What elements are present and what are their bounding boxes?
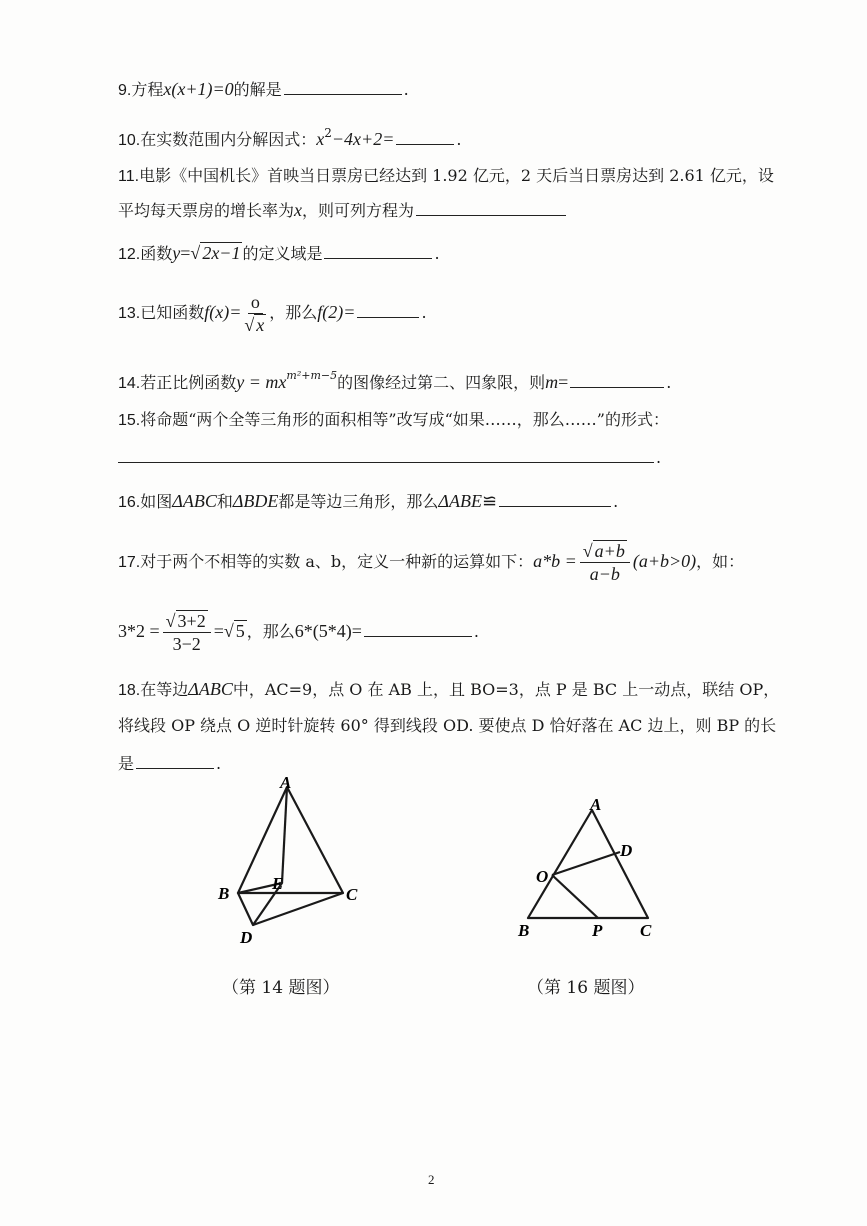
question-number: 16. — [118, 494, 141, 511]
segment-op — [552, 875, 598, 918]
numerator: a+b — [594, 541, 625, 561]
triangle-name: ΔBDE — [232, 491, 279, 511]
equals: = — [558, 372, 569, 392]
question-text: 已知函数 — [140, 303, 205, 322]
period: . — [473, 622, 479, 641]
period: . — [216, 754, 222, 773]
period: . — [613, 492, 619, 511]
segment-dc — [253, 893, 343, 925]
question-text: 将命题“两个全等三角形的面积相等”改写成“如果……，那么……”的形式： — [140, 410, 669, 429]
question-number: 18. — [118, 682, 141, 699]
fraction: $\frac{√ a+b}{a-b}$ — [580, 541, 630, 584]
label-p: P — [592, 921, 603, 940]
answer-blank[interactable] — [499, 490, 611, 507]
segment-od — [552, 852, 620, 875]
question-14 — [118, 366, 758, 394]
question-text: 在等边 — [140, 680, 189, 699]
question-text: ，那么 — [246, 622, 295, 641]
question-text: 函数 — [140, 244, 173, 263]
question-number: 14. — [118, 375, 141, 392]
answer-blank[interactable] — [136, 752, 214, 769]
numerator: o — [248, 292, 263, 314]
answer-blank[interactable] — [396, 128, 454, 145]
figure-16-caption: （第 16 题图） — [527, 978, 645, 998]
question-number: 12. — [118, 246, 141, 263]
expression: y = mx — [236, 372, 287, 392]
question-text: 在实数范围内分解因式： — [140, 130, 317, 149]
answer-blank[interactable] — [324, 242, 432, 259]
period: . — [666, 373, 672, 392]
question-10 — [118, 123, 758, 151]
question-17-example: 3*2 = $\frac{√ 3+2}{3-2}$ =√ 5 ，那么6*(5*4)= . — [118, 611, 479, 654]
question-11-line-2 — [118, 199, 758, 221]
question-number: 13. — [118, 305, 141, 322]
expression: = — [180, 243, 191, 263]
exponent: 2 — [324, 126, 332, 140]
answer-blank[interactable] — [364, 620, 472, 637]
question-text: ，那么 — [269, 303, 318, 322]
question-15-answer-line — [118, 446, 758, 468]
period: . — [403, 80, 409, 99]
question-12: 12.函数y=√ 2x−1 的定义域是 . — [118, 243, 440, 263]
triangle-name: ΔABC — [188, 679, 233, 699]
radicand: 2x−1 — [202, 243, 241, 263]
condition: (a+b>0) — [632, 551, 697, 571]
variable: m — [545, 372, 559, 392]
question-text: 是 — [118, 754, 135, 773]
question-text: 如图 — [140, 492, 173, 511]
period: . — [434, 244, 440, 263]
fraction: $\frac{√ 3+2}{3-2}$ — [163, 611, 211, 654]
expression: a*b = — [533, 551, 577, 571]
expression: −4x+2= — [331, 129, 395, 149]
denominator: 3−2 — [172, 634, 201, 654]
label-c: C — [640, 921, 652, 940]
question-18 — [118, 679, 780, 701]
triangle-name: ΔABC — [172, 491, 217, 511]
question-15 — [118, 410, 758, 431]
question-16 — [118, 490, 758, 513]
question-18-line-2 — [118, 716, 777, 736]
function-expression: f(x)= — [204, 302, 242, 322]
answer-blank[interactable] — [284, 78, 402, 95]
answer-blank[interactable] — [570, 371, 664, 388]
label-o: O — [536, 867, 549, 886]
triangle-abc — [528, 810, 648, 918]
equals: = — [213, 621, 224, 641]
period: . — [656, 448, 662, 467]
question-text: 电影《中国机长》首映当日票房已经达到 1.92 亿元，2 天后当日票房达到 2.61 亿元，设 — [139, 166, 774, 185]
question-text: 将线段 OP 绕点 O 逆时针旋转 60° 得到线段 OD. 要使点 D 恰好落在 AC 边上，则 BP 的长 — [118, 716, 777, 735]
congruent-symbol: ≌ — [481, 491, 498, 511]
expression: 6*(5*4)= — [294, 621, 362, 641]
question-number: 15. — [118, 412, 141, 429]
question-text: 的定义域是 — [242, 244, 323, 263]
triangle-abc — [238, 787, 343, 893]
figure-16-diagram — [508, 790, 668, 945]
figure-14-caption: （第 14 题图） — [222, 978, 340, 998]
question-text: 的解是 — [233, 80, 282, 99]
exponent: m²+m−5 — [286, 369, 338, 382]
question-13 — [118, 290, 758, 336]
answer-blank[interactable] — [416, 199, 566, 216]
label-b: B — [518, 921, 530, 940]
answer-blank[interactable] — [118, 446, 654, 463]
question-11 — [118, 166, 774, 187]
expression: x — [316, 129, 325, 149]
expression: y — [172, 243, 181, 263]
variable: x — [294, 200, 303, 220]
label-d: D — [620, 841, 633, 860]
question-number: 10. — [118, 132, 141, 149]
period: . — [456, 130, 462, 149]
question-text: 和 — [216, 492, 233, 511]
label-c: C — [346, 885, 358, 904]
question-text: 都是等边三角形，那么 — [278, 492, 439, 511]
denominator: a−b — [589, 564, 620, 584]
fraction: $\frac{o}{√ x}$ — [244, 292, 265, 335]
denominator: x — [256, 315, 265, 335]
label-a: A — [280, 775, 292, 792]
question-text: 方程 — [131, 80, 164, 99]
question-number: 17. — [118, 554, 141, 571]
equation: x(x+1)=0 — [163, 79, 234, 99]
expression: 3*2 = — [118, 621, 160, 641]
question-text: 的图像经过第二、四象限，则 — [337, 373, 546, 392]
label-e: E — [272, 874, 284, 893]
question-text: 若正比例函数 — [140, 373, 237, 392]
question-text: 对于两个不相等的实数 a、b，定义一种新的运算如下： — [140, 552, 534, 571]
answer-blank[interactable] — [357, 301, 419, 318]
question-9 — [118, 78, 758, 101]
label-a: A — [590, 795, 602, 814]
page-number: 2 — [428, 1172, 435, 1187]
question-17 — [118, 538, 758, 586]
triangle-name: ΔABE — [438, 491, 482, 511]
segment-ae — [282, 787, 287, 883]
figure-14-diagram — [210, 775, 370, 950]
radicand: 5 — [235, 621, 245, 641]
numerator: 3+2 — [177, 611, 206, 631]
period: . — [421, 303, 427, 322]
question-number: 9. — [118, 82, 132, 99]
function-expression: f(2)= — [317, 302, 356, 322]
question-text: ，则可列方程为 — [302, 201, 415, 220]
question-number: 11. — [118, 168, 140, 185]
question-18-line-3 — [118, 752, 758, 774]
question-text: 平均每天票房的增长率为 — [118, 201, 295, 220]
label-d: D — [240, 928, 253, 947]
question-text: 中，AC=9，点 O 在 AB 上，且 BO=3，点 P 是 BC 上一动点，联结 OP， — [232, 680, 780, 699]
label-b: B — [218, 884, 230, 903]
question-text: ，如： — [696, 552, 745, 571]
